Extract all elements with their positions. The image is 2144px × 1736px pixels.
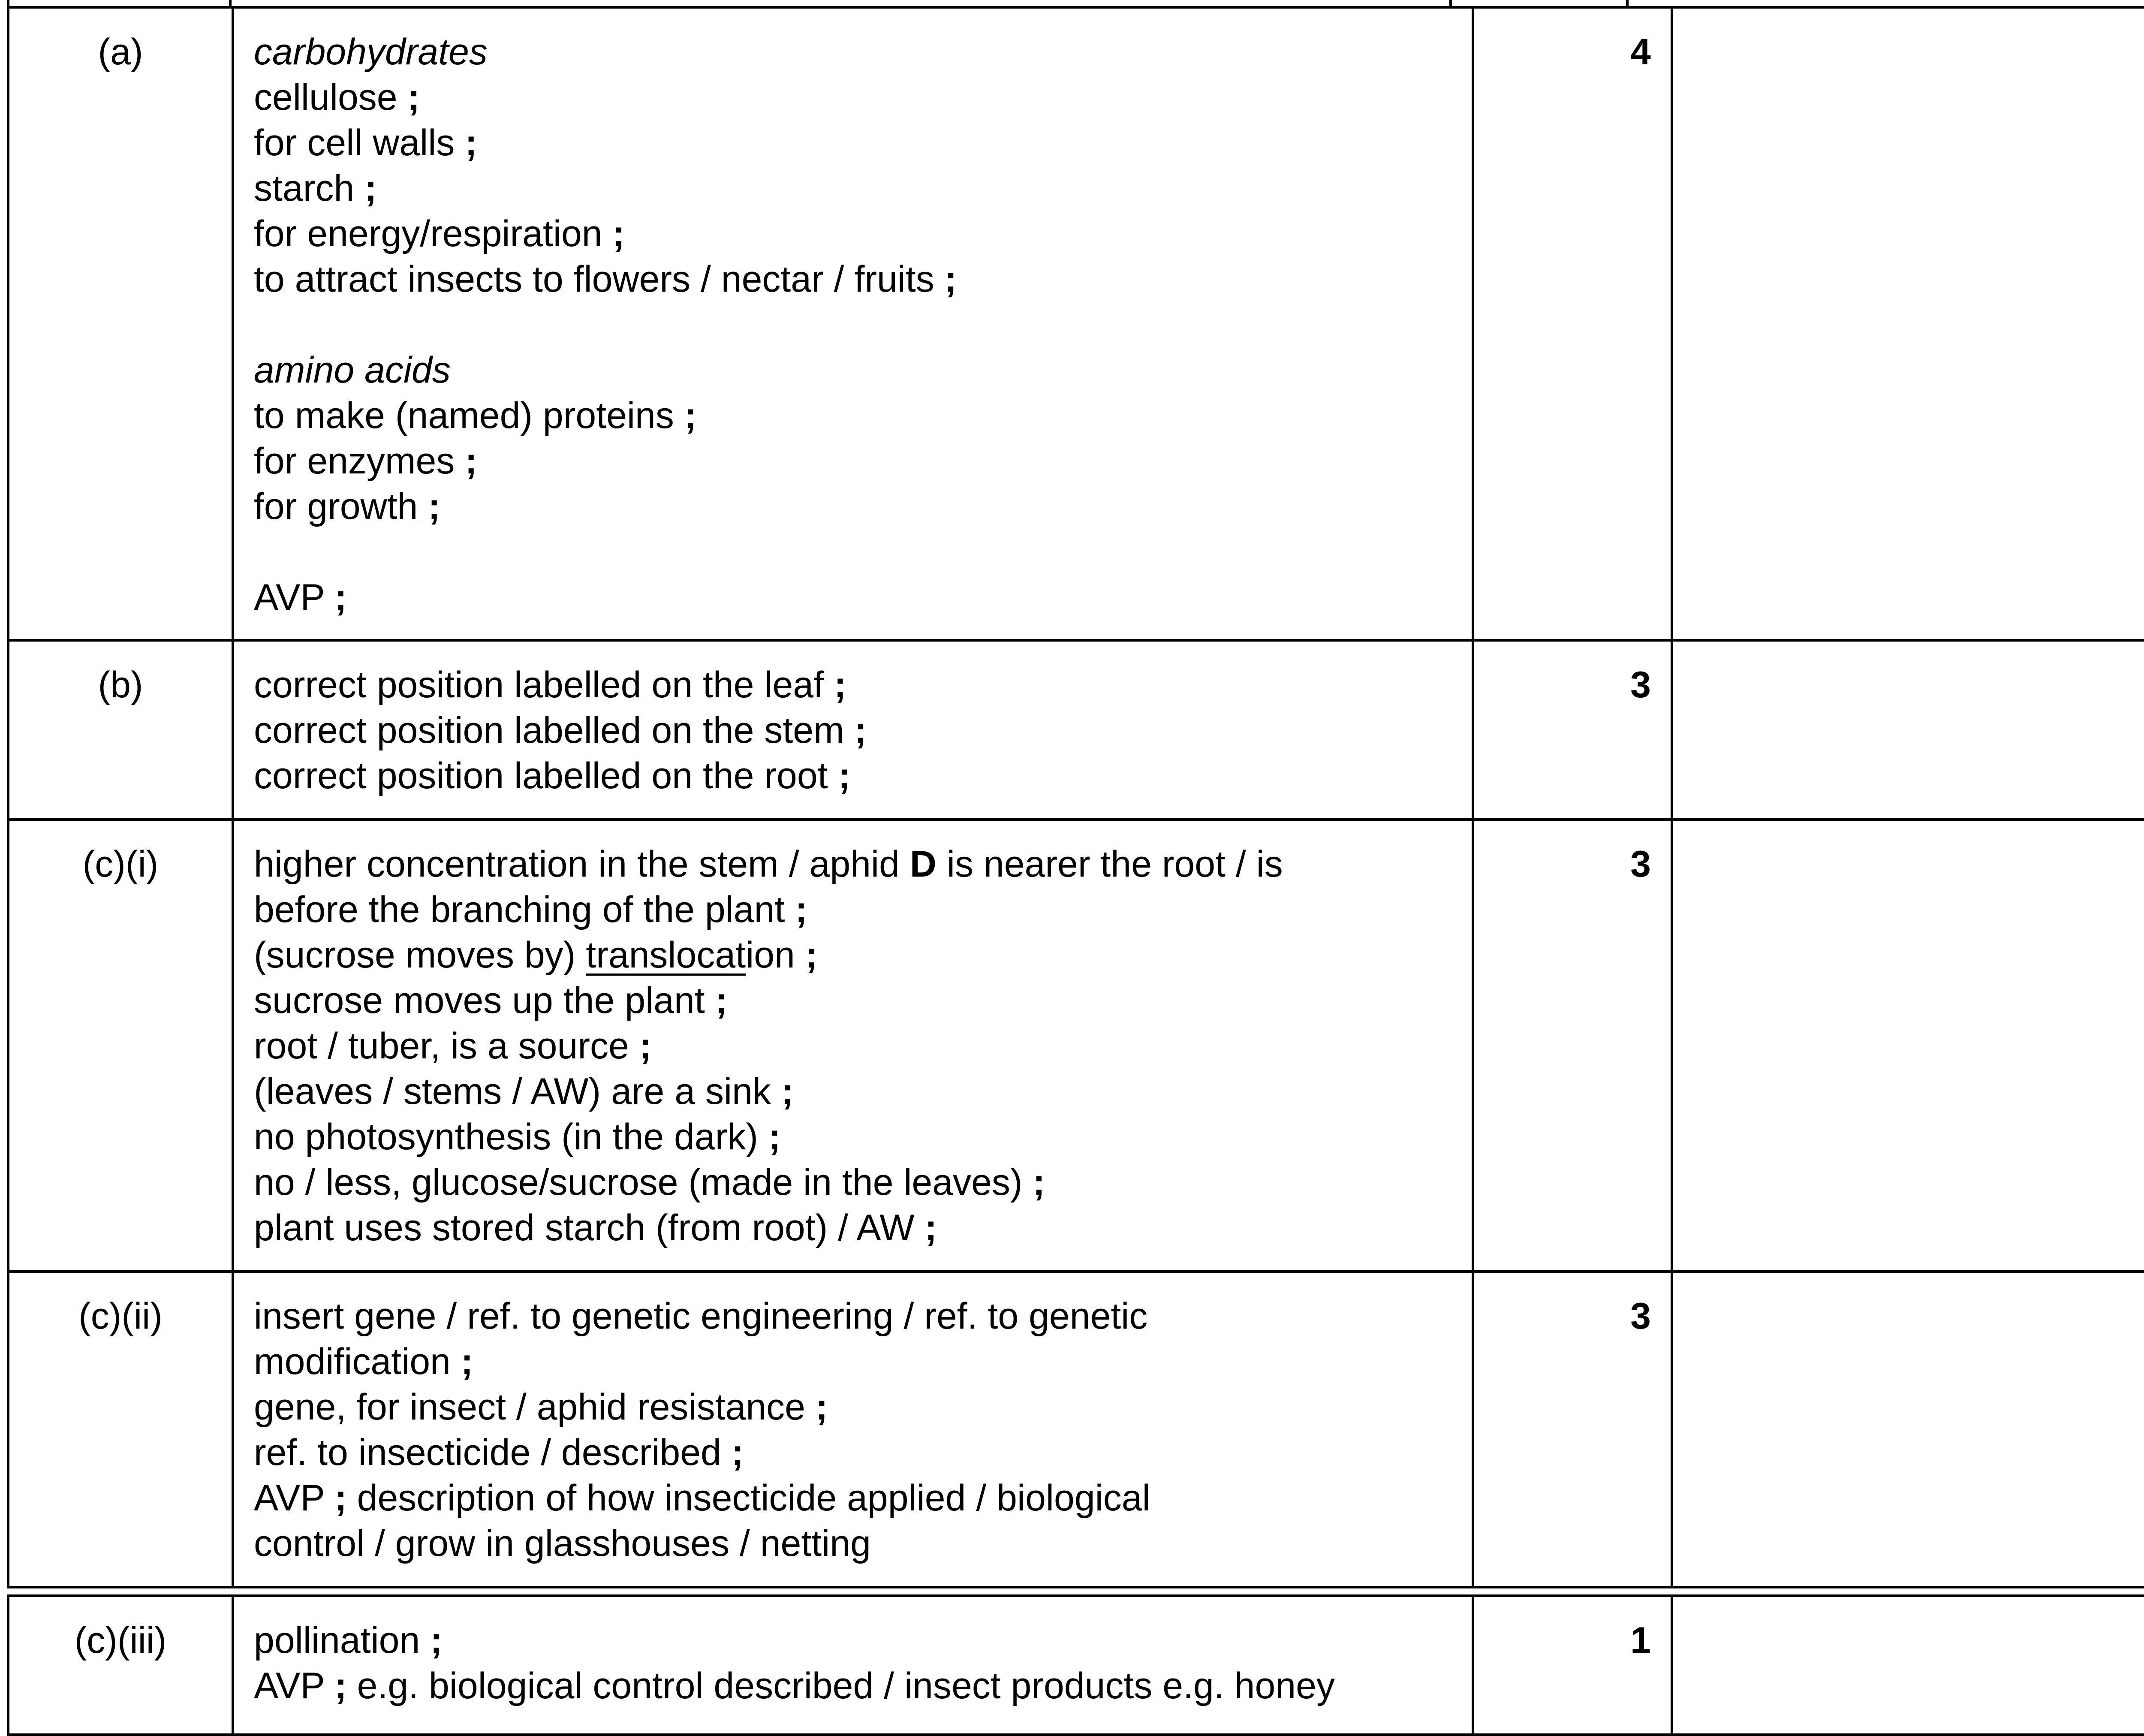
answer-line: AVP ; [254, 577, 347, 618]
answer-line: for cell walls ; [254, 122, 477, 163]
question-number: (c)(i) [8, 820, 233, 1272]
marks-cell: 3 [1473, 640, 1672, 820]
answer-line: control / grow in glasshouses / netting [254, 1523, 871, 1564]
answer-cell [233, 640, 1473, 820]
table-top-edge-c3 [1626, 0, 1629, 6]
answer-line: pollination ; [254, 1620, 443, 1661]
table-row [8, 640, 2144, 820]
answer-line: correct position labelled on the leaf ; [254, 664, 846, 705]
question-number: (a) [8, 7, 233, 640]
answer-line: sucrose moves up the plant ; [254, 980, 728, 1021]
answer-line: AVP ; description of how insecticide applied / biological [254, 1477, 1150, 1519]
table-row [8, 820, 2144, 1272]
answer-line: cellulose ; [254, 77, 420, 118]
table-top-edge-c1 [229, 0, 232, 6]
table-row [8, 7, 2144, 640]
marks-cell: 3 [1473, 820, 1672, 1272]
answer-cell [233, 1596, 1473, 1735]
answer-line: no / less, glucose/sucrose (made in the leaves) ; [254, 1162, 1045, 1203]
answer-line: to make (named) proteins ; [254, 395, 697, 436]
answer-line: root / tuber, is a source ; [254, 1025, 652, 1067]
guidance-cell [1672, 1272, 2144, 1587]
underlined-keyword: translocat [586, 934, 746, 976]
question-number: (c)(ii) [8, 1272, 233, 1587]
answer-line: AVP ; e.g. biological control described / insect products e.g. honey [254, 1665, 1335, 1706]
answer-subheading: amino acids [254, 350, 451, 391]
answer-line: (sucrose moves by) translocation ; [254, 934, 818, 976]
table-top-edge-left [7, 0, 9, 6]
guidance-cell [1672, 7, 2144, 640]
answer-line: correct position labelled on the stem ; [254, 710, 867, 751]
answer-line: higher concentration in the stem / aphid D is nearer the root / is [254, 844, 1283, 885]
answer-line: (leaves / stems / AW) are a sink ; [254, 1071, 794, 1112]
answer-line: plant uses stored starch (from root) / AW ; [254, 1207, 937, 1248]
answer-cell [233, 7, 1473, 640]
question-number: (b) [8, 640, 233, 820]
mark-scheme-table-continued [7, 1594, 2144, 1736]
guidance-cell [1672, 1596, 2144, 1735]
marks-cell: 4 [1473, 7, 1672, 640]
answer-cell [233, 820, 1473, 1272]
answer-line: modification ; [254, 1341, 473, 1382]
answer-subheading: carbohydrates [254, 31, 488, 72]
question-number: (c)(iii) [8, 1596, 233, 1735]
guidance-cell [1672, 820, 2144, 1272]
table-row [8, 1596, 2144, 1735]
blank-line [254, 529, 1472, 575]
answer-line: for energy/respiration ; [254, 213, 625, 254]
marks-cell: 1 [1473, 1596, 1672, 1735]
answer-line: insert gene / ref. to genetic engineering / ref. to genetic [254, 1296, 1148, 1337]
answer-line: gene, for insect / aphid resistance ; [254, 1386, 828, 1428]
answer-line: to attract insects to flowers / nectar / fruits ; [254, 259, 957, 300]
table-top-edge-c2 [1449, 0, 1452, 6]
answer-line: correct position labelled on the root ; [254, 755, 851, 796]
mark-scheme-table [7, 6, 2144, 1588]
answer-line: no photosynthesis (in the dark) ; [254, 1116, 781, 1157]
marks-cell: 3 [1473, 1272, 1672, 1587]
answer-line: for enzymes ; [254, 440, 477, 482]
blank-line [254, 302, 1472, 347]
answer-line: ref. to insecticide / described ; [254, 1432, 744, 1473]
answer-cell [233, 1272, 1473, 1587]
answer-line: before the branching of the plant ; [254, 889, 807, 930]
answer-line: for growth ; [254, 486, 440, 527]
guidance-cell [1672, 640, 2144, 820]
answer-line: starch ; [254, 168, 377, 209]
table-row [8, 1272, 2144, 1587]
